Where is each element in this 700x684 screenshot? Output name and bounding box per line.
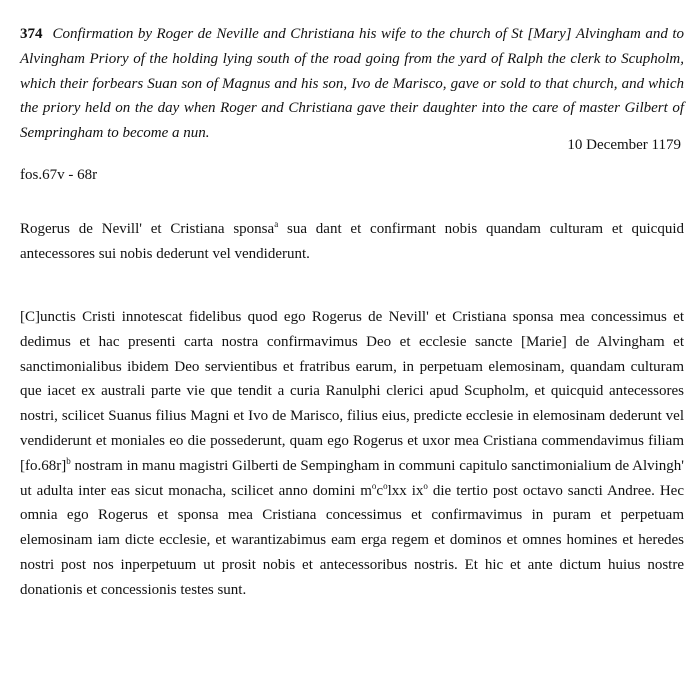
entry-date: 10 December 1179 <box>567 137 681 153</box>
footnote-marker-b: b <box>66 455 71 466</box>
charter-text-4: lxx ix <box>387 482 424 499</box>
superscript-o-2: o <box>383 480 388 491</box>
summary-paragraph <box>20 217 684 267</box>
charter-paragraph <box>20 305 684 603</box>
entry-title: Confirmation by Roger de Neville and Christiana his wife to the church of St [Mary] Alvingham and to Alvingham Priory of the holding lying south of the road going from the yard of Ralph the clerk to Scupholm, which their forbears Suan son of Magnus and his son, Ivo de Marisco, gave or sold to that church, and which the priory held on the day when Roger and Christiana gave their daughter into the care of master Gilbert of Sempringham to become a nun. <box>20 26 684 142</box>
summary-text-2: sua dant et confirmant nobis quandam culturam et quicquid antecessores sui nobis dederunt vel vendiderunt. <box>20 221 684 262</box>
charter-text-1: [C]unctis Cristi innotescat fidelibus quod ego Rogerus de Nevill' et Cristiana sponsa mea concessimus et dedimus et hac presenti carta nostra confirmavimus Deo et ecclesie sancte [Marie] de Alvingham et sanctimonialibus ibidem Deo servientibus et fratribus earum, in perpetuam elemosinam, quandam culturam que iacet ex australi parte vie que tendit a curia Ranulphi clerici apud Scupholm, et quicquid antecessores nostri, scilicet Suanus filius Magni et Ivo de Marisco, filius eius, predicte ecclesie in elemosinam dederunt vel vendiderunt et moniales eo die possederunt, quam ego Rogerus et uxor mea Cristiana commendavimus filiam [fo.68r] <box>20 309 684 474</box>
charter-text-3: c <box>376 482 384 499</box>
footnote-marker-a: a <box>274 219 279 229</box>
summary-text-1: Rogerus de Nevill' et Cristiana sponsa <box>20 221 275 237</box>
superscript-o-3: o <box>423 480 428 491</box>
entry-heading <box>20 22 684 146</box>
folio-reference: fos.67v - 68r <box>20 167 98 183</box>
charter-text-5: die tertio post octavo sancti Andree. Hec omnia ego Rogerus et sponsa mea Cristiana concessimus et confirmavimus in puram et perpetuam elemosinam iam dicte ecclesie, et warantizabimus eam erga regem et dominos et omnes homines et heredes nostri post nos inperpetuum ut prosit nobis et antecessoribus nostris. Et hic et ante dictum huius nostre donationis et concessionis testes sunt. <box>20 482 684 598</box>
charter-text-2: nostram in manu magistri Gilberti de Sempingham in communi capitulo sanctimonialium de Alvingh' ut adulta inter eas sicut monacha, scilicet anno domini m <box>20 457 684 499</box>
superscript-o-1: o <box>371 480 377 491</box>
entry-number: 374 <box>20 26 43 42</box>
